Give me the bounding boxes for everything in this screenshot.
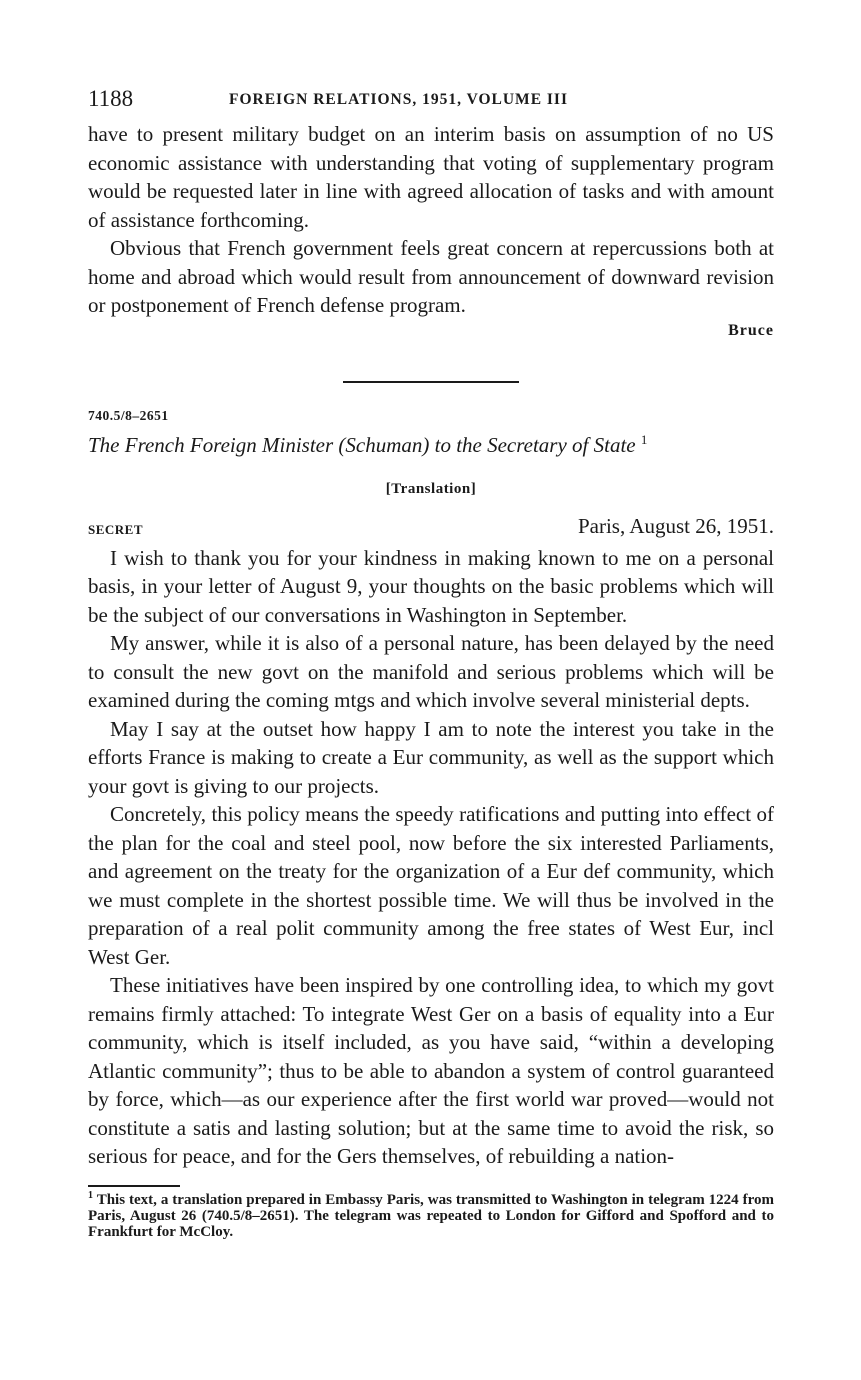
continuation-section [88,120,774,340]
classification-label: SECRET [88,521,144,537]
continuation-paragraph: have to present military budget on an interim basis on assumption of no US economic assistance with understanding that voting of supplementary program would be requested later in line with agreed allocation of tasks and with amount of assistance forthcoming. [88,122,774,232]
document-page [88,82,774,1240]
footnote [88,1189,774,1240]
translation-label: [Translation] [385,480,477,497]
letter-body [88,544,774,1171]
letter-paragraph: These initiatives have been inspired by one controlling idea, to which my govt remains firmly attached: To integrate West Ger on a basis of equality into a Eur community, which is itself included, as you have said, “within a developing Atlantic community”; thus to be able to abandon a system of control guaranteed by force, which—as our experience after the first world war proved—would not constitute a satis and lasting solution; but at the same time to avoid the risk, so serious for peace, and for the Gers themselves, of rebuilding a nation- [88,973,774,1168]
letter-paragraph: I wish to thank you for your kindness in making known to me on a personal basis, in your letter of August 9, your thoughts on the basic problems which will be the subject of our conversations in Washington in September. [88,545,774,627]
letter-paragraph: Concretely, this policy means the speedy ratifications and putting into effect of the plan for the coal and steel pool, now before the six interested Parliaments, and agreement on the treaty for the organization of a Eur def community, which we must complete in the shortest possible time. We will thus be involved in the preparation of a real polit community among the free states of West Eur, incl West Ger. [88,802,774,969]
page-header [88,82,774,120]
signature: Bruce [728,321,774,339]
document-title [88,433,774,458]
page-number: 1188 [88,86,134,111]
section-divider [343,381,519,383]
dateline: Paris, August 26, 1951. [577,513,774,538]
footnote-text: This text, a translation prepared in Embassy Paris, was transmitted to Washington in telegram 1224 from Paris, August 26 (740.5/8–2651). The telegram was repeated to London for Gifford and Spofford and to Frankfurt for McCloy. [88,1191,774,1240]
letter-paragraph: May I say at the outset how happy I am to note the interest you take in the efforts France is making to create a Eur community, as well as the support which your govt is giving to our projects. [88,716,774,798]
footnote-marker: 1 [88,1189,93,1201]
file-number: 740.5/8–2651 [88,407,169,423]
document-title-text: The French Foreign Minister (Schuman) to the Secretary of State [88,432,636,457]
classification-row [88,514,774,544]
letter-paragraph: My answer, while it is also of a personal nature, has been delayed by the need to consult the new govt on the manifold and serious problems which will be examined during the coming mtgs and which involve several ministerial depts. [88,631,774,712]
footnote-reference: 1 [640,431,648,447]
running-head: FOREIGN RELATIONS, 1951, VOLUME III [229,91,568,108]
footnote-divider [88,1185,180,1187]
continuation-paragraph: Obvious that French government feels great concern at repercussions both at home and abroad which would result from announcement of downward revision or postponement of French defense program. [88,236,774,317]
